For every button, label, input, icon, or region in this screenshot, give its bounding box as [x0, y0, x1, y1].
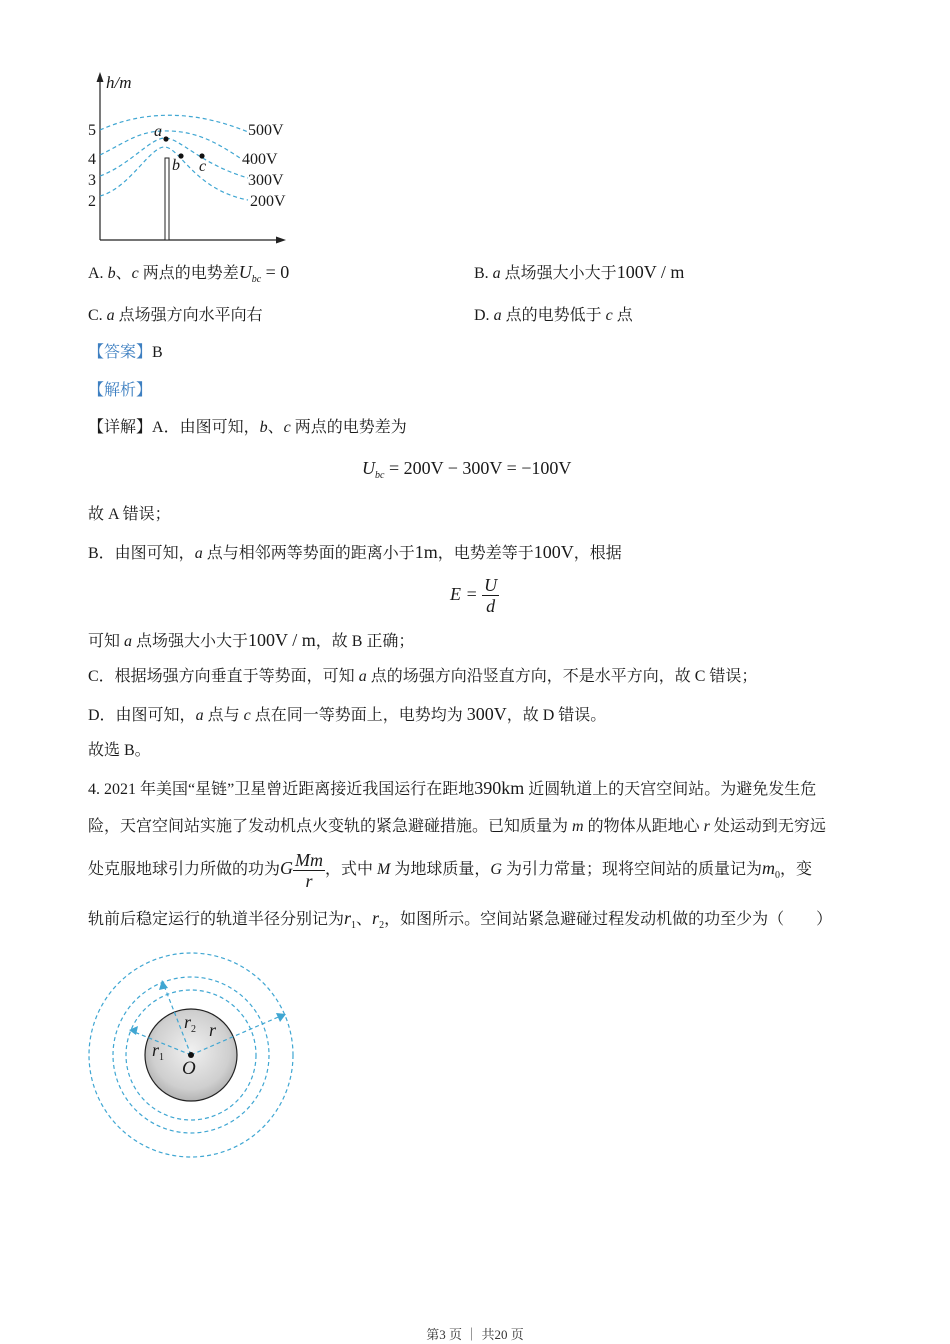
answer-value: B	[152, 344, 163, 361]
sub-0: 0	[774, 870, 780, 881]
c-pre: C．根据场强方向垂直于等势面，可知	[88, 668, 359, 685]
r2-letter: r	[184, 1012, 192, 1032]
b2-pre: 可知	[88, 633, 125, 650]
tick-3: 3	[88, 172, 96, 189]
option-a-text: 两点的电势差	[138, 265, 239, 282]
option-d-prefix: D.	[474, 307, 494, 324]
orbit-diagram	[80, 940, 310, 1170]
tick-4: 4	[88, 151, 96, 168]
detail-a	[88, 418, 407, 438]
sub-bc: bc	[375, 470, 385, 481]
var-a: a	[194, 545, 203, 562]
b-volt: 100V	[533, 542, 574, 562]
q4-l3-tail: ，变	[779, 861, 812, 878]
sym-u: U	[362, 458, 375, 478]
option-a	[88, 262, 289, 290]
label-r: r	[209, 1020, 217, 1040]
equation-e	[450, 572, 499, 616]
var-m: m	[572, 818, 584, 835]
point-b-label: b	[172, 157, 180, 174]
var-M: M	[377, 861, 391, 878]
q4-l4-pre: 轨前后稳定运行的轨道半径分别记为	[88, 911, 345, 928]
var-b: b	[259, 419, 268, 436]
detail-b-line1	[88, 542, 622, 564]
sym-u: U	[238, 262, 252, 282]
detail-label: 【详解】	[88, 419, 153, 436]
q4-l2-mid: 的物体从距地心	[583, 818, 704, 835]
fraction-u-over-d	[482, 575, 499, 616]
option-a-prefix: A.	[88, 265, 108, 282]
q4-line4	[88, 908, 832, 936]
q4-l2-pre: 险，天宫空间站实施了发动机点火变轨的紧急避碰措施。已知质量为	[88, 818, 573, 835]
var-r: r	[703, 818, 710, 835]
b2-tail: ，故 B 正确；	[315, 633, 415, 650]
option-b-text: 点场强大小大于	[500, 265, 617, 282]
var-b: b	[107, 265, 116, 282]
detail-d	[88, 704, 606, 726]
var-c: c	[283, 419, 291, 436]
b-mid: 点与相邻两等势面的距离小于	[202, 545, 415, 562]
option-b-prefix: B.	[474, 265, 493, 282]
sep: 、	[267, 419, 284, 436]
sub-2: 2	[379, 920, 385, 931]
numerator: U	[484, 575, 498, 596]
detail-a-intro: A．由图可知，	[152, 419, 260, 436]
option-d-text: 点的电势低于	[501, 307, 606, 324]
label-r1	[152, 1040, 164, 1063]
q4-l3-mid2: 为地球质量，	[390, 861, 491, 878]
sep: 、	[356, 911, 373, 928]
eq2-lhs: E =	[450, 584, 483, 604]
var-c: c	[243, 707, 251, 724]
d-val: 300V	[466, 704, 507, 724]
point-a-label: a	[154, 123, 162, 140]
var-a: a	[492, 265, 501, 282]
detail-a-tail: 两点的电势差为	[290, 419, 407, 436]
q4-l3-mid: ，式中	[325, 861, 378, 878]
d-tail: ，故 D 错误。	[506, 707, 607, 724]
d-pre: D．由图可知，	[88, 707, 196, 724]
label-center-o: O	[182, 1058, 196, 1079]
option-a-tail: = 0	[261, 262, 290, 282]
var-m0: m	[761, 858, 775, 878]
var-r2: r	[372, 908, 380, 928]
point-c-label: c	[199, 158, 207, 175]
q4-l3-mid3: 为引力常量；现将空间站的质量记为	[501, 861, 762, 878]
q4-line1	[88, 778, 816, 800]
q4-l4-tail: ，如图所示。空间站紧急避碰过程发动机做的功至少为（ ）	[384, 911, 833, 928]
b-tail: ，根据	[573, 545, 622, 562]
option-c-prefix: C.	[88, 307, 107, 324]
var-r1: r	[344, 908, 352, 928]
option-c	[88, 306, 263, 326]
answer-label: 【答案】	[88, 344, 153, 361]
r1-letter: r	[152, 1040, 160, 1060]
var-a: a	[195, 707, 204, 724]
q4-line3	[88, 846, 812, 898]
var-a: a	[106, 307, 115, 324]
detail-a-conclusion: 故 A 错误；	[88, 506, 171, 523]
var-g: G	[490, 861, 502, 878]
b2-val: 100V / m	[248, 630, 316, 650]
page-footer: 第3 页 ｜ 共20 页	[426, 1327, 524, 1342]
b2-mid: 点场强大小大于	[132, 633, 249, 650]
numerator: Mm	[295, 849, 324, 870]
q4-l1-val: 390km	[474, 778, 525, 798]
denominator: d	[486, 596, 496, 617]
option-d-tail: 点	[612, 307, 633, 324]
q4-l3-pre: 处克服地球引力所做的功为	[88, 861, 281, 878]
answer-line	[88, 343, 163, 363]
b-pre: B．由图可知，	[88, 545, 195, 562]
orbit-figure	[80, 940, 310, 1170]
c-tail: 点的场强方向沿竖直方向，不是水平方向，故 C 错误；	[366, 668, 758, 685]
r2-sub: 2	[191, 1024, 197, 1035]
option-b-value: 100V / m	[616, 262, 685, 282]
denominator: r	[305, 870, 313, 891]
d-mid: 点与	[203, 707, 244, 724]
fraction-mm-over-r	[293, 850, 325, 891]
q4-l1-tail: 近圆轨道上的天宫空间站。为避免发生危	[524, 781, 817, 798]
detail-b-line2	[88, 630, 414, 652]
var-c: c	[605, 307, 613, 324]
tick-2: 2	[88, 193, 96, 210]
label-300v: 300V	[248, 172, 284, 189]
b-mid2: ，电势差等于	[437, 545, 534, 562]
option-c-text: 点场强方向水平向右	[114, 307, 263, 324]
analysis-label: 【解析】	[88, 382, 153, 399]
var-a: a	[358, 668, 367, 685]
b-dist: 1m	[414, 542, 438, 562]
tick-5: 5	[88, 122, 96, 139]
q4-l2-tail: 处运动到无穷远	[709, 818, 826, 835]
var-g: G	[280, 858, 294, 878]
var-c: c	[131, 265, 139, 282]
option-d	[474, 306, 633, 326]
equipotential-figure	[80, 60, 310, 250]
label-200v: 200V	[250, 193, 286, 210]
eq1-rhs: = 200V − 300V = −100V	[384, 458, 572, 478]
y-axis-label: h/m	[106, 73, 132, 92]
q4-l1-pre: 4. 2021 年美国“星链”卫星曾近距离接近我国运行在距地	[88, 781, 475, 798]
sub-bc: bc	[251, 274, 262, 285]
sub-1: 1	[351, 920, 357, 931]
d-mid2: 点在同一等势面上，电势均为	[250, 707, 467, 724]
detail-final: 故选 B。	[88, 742, 151, 759]
detail-c	[88, 667, 757, 687]
label-400v: 400V	[242, 151, 278, 168]
label-r2	[184, 1012, 196, 1035]
var-a: a	[493, 307, 502, 324]
var-a: a	[124, 633, 133, 650]
q4-line2	[88, 817, 826, 837]
label-500v: 500V	[248, 122, 284, 139]
r1-sub: 1	[159, 1052, 165, 1063]
sep: 、	[115, 265, 132, 282]
option-b	[474, 262, 684, 284]
equation-ubc	[362, 458, 571, 486]
